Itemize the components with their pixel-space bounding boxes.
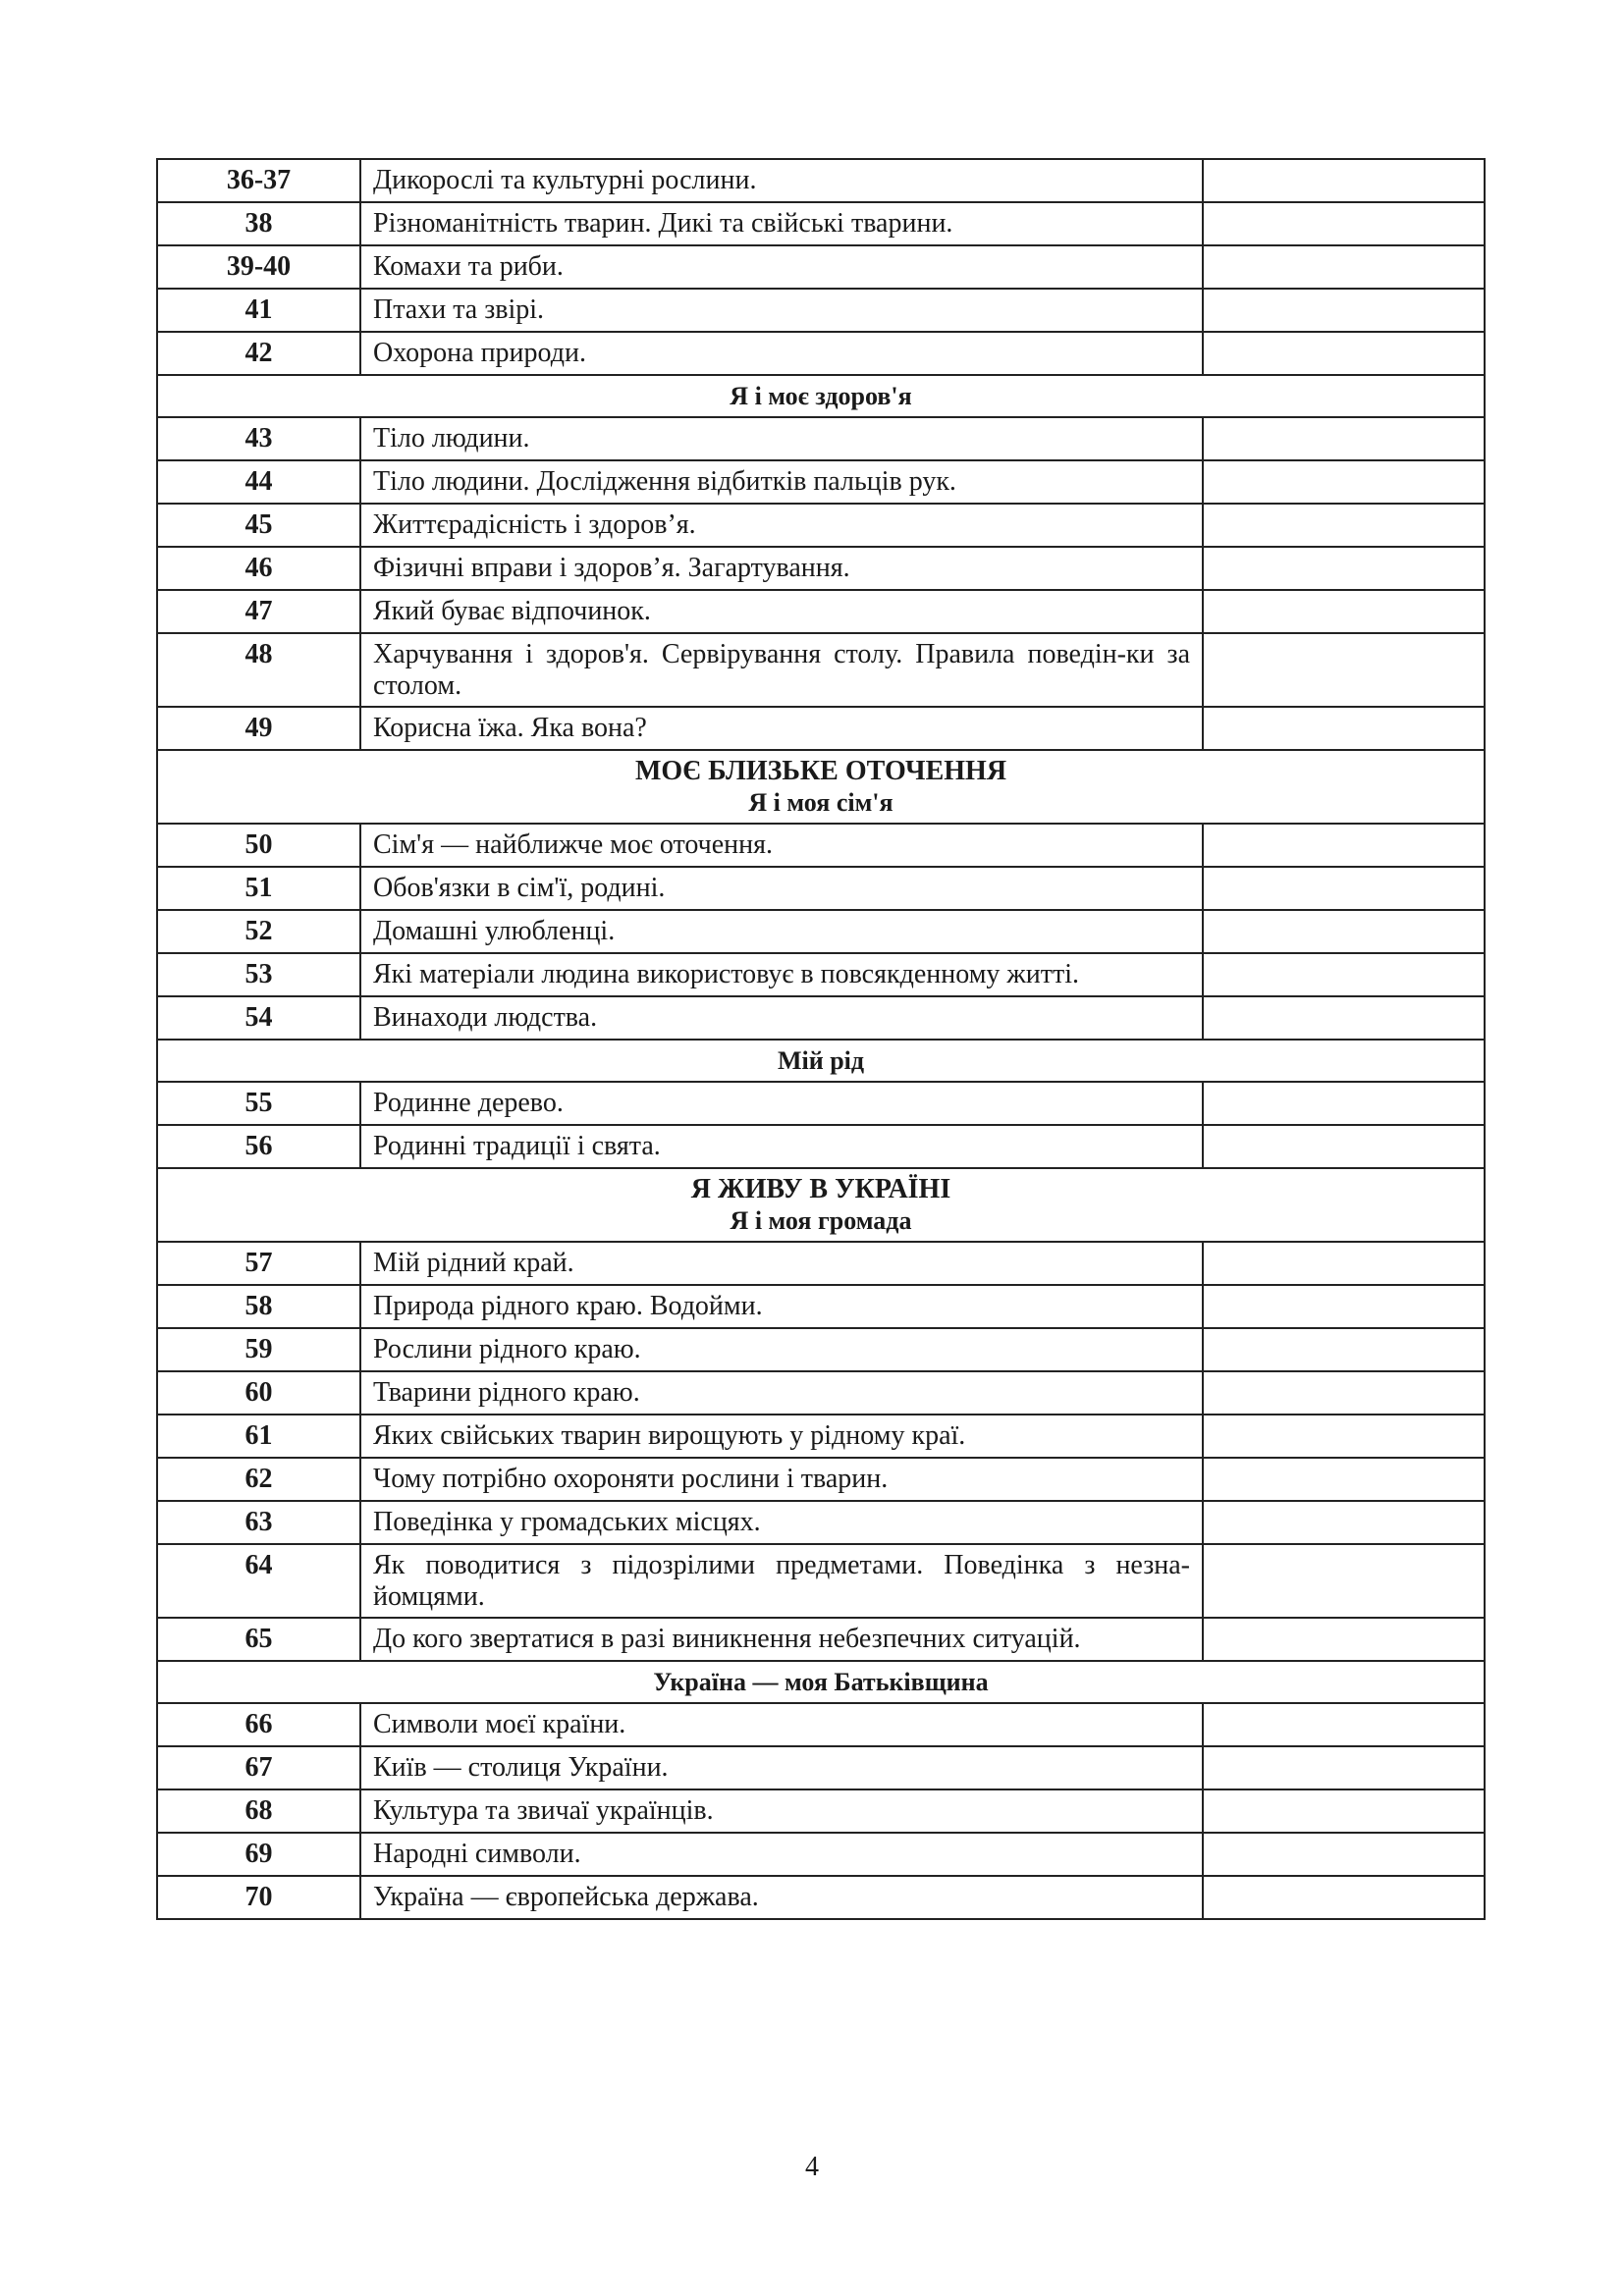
section-header-cell: [157, 1040, 1485, 1082]
lesson-row: [157, 547, 1485, 590]
lesson-number: 64: [157, 1544, 360, 1618]
lesson-number: 51: [157, 867, 360, 910]
lesson-number: 52: [157, 910, 360, 953]
section-header-row: [157, 1168, 1485, 1242]
lesson-note: [1203, 332, 1485, 375]
lesson-note: [1203, 953, 1485, 996]
lesson-topic: Корисна їжа. Яка вона?: [360, 707, 1203, 750]
lesson-number: 42: [157, 332, 360, 375]
lesson-plan-table-body: [157, 159, 1485, 1919]
lesson-topic: Комахи та риби.: [360, 245, 1203, 289]
lesson-row: [157, 1501, 1485, 1544]
lesson-note: [1203, 707, 1485, 750]
section-subtitle: Україна — моя Батьківщина: [653, 1668, 989, 1696]
lesson-row: [157, 867, 1485, 910]
lesson-topic: Природа рідного краю. Водойми.: [360, 1285, 1203, 1328]
lesson-note: [1203, 1501, 1485, 1544]
lesson-topic: Харчування і здоров'я. Сервірування столу. Правила поведін-ки за столом.: [360, 633, 1203, 707]
lesson-number: 67: [157, 1746, 360, 1789]
lesson-note: [1203, 159, 1485, 202]
lesson-row: [157, 504, 1485, 547]
lesson-topic: Чому потрібно охороняти рослини і тварин.: [360, 1458, 1203, 1501]
section-header-cell: [157, 750, 1485, 824]
lesson-row: [157, 707, 1485, 750]
lesson-number: 45: [157, 504, 360, 547]
lesson-number: 38: [157, 202, 360, 245]
lesson-number: 49: [157, 707, 360, 750]
lesson-number: 53: [157, 953, 360, 996]
lesson-number: 58: [157, 1285, 360, 1328]
lesson-topic: Які матеріали людина використовує в повсякденному житті.: [360, 953, 1203, 996]
lesson-number: 44: [157, 460, 360, 504]
lesson-row: [157, 1833, 1485, 1876]
lesson-note: [1203, 245, 1485, 289]
section-header-row: [157, 375, 1485, 417]
lesson-row: [157, 824, 1485, 867]
section-header-cell: [157, 1661, 1485, 1703]
lesson-row: [157, 1789, 1485, 1833]
lesson-note: [1203, 1789, 1485, 1833]
lesson-topic: Як поводитися з підозрілими предметами. Поведінка з незна-йомцями.: [360, 1544, 1203, 1618]
lesson-topic: Який буває відпочинок.: [360, 590, 1203, 633]
lesson-note: [1203, 1458, 1485, 1501]
lesson-note: [1203, 289, 1485, 332]
lesson-note: [1203, 1703, 1485, 1746]
lesson-row: [157, 159, 1485, 202]
lesson-topic: Охорона природи.: [360, 332, 1203, 375]
lesson-topic: Рослини рідного краю.: [360, 1328, 1203, 1371]
section-header-row: [157, 1040, 1485, 1082]
lesson-topic: Родинні традиції і свята.: [360, 1125, 1203, 1168]
lesson-number: 50: [157, 824, 360, 867]
lesson-topic: Обов'язки в сім'ї, родині.: [360, 867, 1203, 910]
lesson-number: 48: [157, 633, 360, 707]
lesson-number: 56: [157, 1125, 360, 1168]
lesson-note: [1203, 1082, 1485, 1125]
lesson-row: [157, 245, 1485, 289]
page-number: 4: [805, 2152, 819, 2182]
lesson-number: 43: [157, 417, 360, 460]
lesson-row: [157, 460, 1485, 504]
lesson-topic: Київ — столиця України.: [360, 1746, 1203, 1789]
lesson-row: [157, 1876, 1485, 1919]
lesson-note: [1203, 504, 1485, 547]
lesson-row: [157, 633, 1485, 707]
section-title: МОЄ БЛИЗЬКЕ ОТОЧЕННЯ: [634, 756, 1007, 786]
lesson-note: [1203, 1833, 1485, 1876]
lesson-row: [157, 1703, 1485, 1746]
lesson-note: [1203, 1242, 1485, 1285]
lesson-note: [1203, 633, 1485, 707]
lesson-plan-table: [156, 158, 1486, 1920]
lesson-topic: Тіло людини. Дослідження відбитків пальців рук.: [360, 460, 1203, 504]
lesson-topic: До кого звертатися в разі виникнення небезпечних ситуацій.: [360, 1618, 1203, 1661]
lesson-row: [157, 1618, 1485, 1661]
lesson-topic: Сім'я — найближче моє оточення.: [360, 824, 1203, 867]
lesson-row: [157, 417, 1485, 460]
lesson-note: [1203, 417, 1485, 460]
lesson-topic: Символи моєї країни.: [360, 1703, 1203, 1746]
lesson-topic: Народні символи.: [360, 1833, 1203, 1876]
lesson-topic: Яких свійських тварин вирощують у рідному краї.: [360, 1415, 1203, 1458]
section-subtitle: Я і моє здоров'я: [730, 382, 912, 410]
section-header-row: [157, 1661, 1485, 1703]
lesson-topic: Україна — європейська держава.: [360, 1876, 1203, 1919]
section-subtitle: Я і моя сім'я: [748, 788, 893, 817]
lesson-row: [157, 1415, 1485, 1458]
lesson-topic: Дикорослі та культурні рослини.: [360, 159, 1203, 202]
section-header-row: [157, 750, 1485, 824]
lesson-note: [1203, 1746, 1485, 1789]
lesson-row: [157, 1746, 1485, 1789]
lesson-note: [1203, 1125, 1485, 1168]
lesson-number: 61: [157, 1415, 360, 1458]
lesson-number: 54: [157, 996, 360, 1040]
lesson-number: 68: [157, 1789, 360, 1833]
lesson-topic: Птахи та звірі.: [360, 289, 1203, 332]
lesson-row: [157, 996, 1485, 1040]
lesson-topic: Тіло людини.: [360, 417, 1203, 460]
lesson-row: [157, 1458, 1485, 1501]
lesson-number: 62: [157, 1458, 360, 1501]
lesson-note: [1203, 202, 1485, 245]
lesson-topic: Тварини рідного краю.: [360, 1371, 1203, 1415]
lesson-row: [157, 1544, 1485, 1618]
lesson-topic: Культура та звичаї українців.: [360, 1789, 1203, 1833]
lesson-note: [1203, 1415, 1485, 1458]
lesson-number: 59: [157, 1328, 360, 1371]
lesson-number: 36-37: [157, 159, 360, 202]
lesson-topic: Фізичні вправи і здоров’я. Загартування.: [360, 547, 1203, 590]
section-subtitle: Я і моя громада: [730, 1206, 912, 1235]
lesson-topic: Життєрадісність і здоров’я.: [360, 504, 1203, 547]
section-title: Я ЖИВУ В УКРАЇНІ: [690, 1174, 951, 1204]
lesson-topic: Родинне дерево.: [360, 1082, 1203, 1125]
lesson-note: [1203, 1328, 1485, 1371]
lesson-number: 46: [157, 547, 360, 590]
lesson-row: [157, 1371, 1485, 1415]
section-header-cell: [157, 1168, 1485, 1242]
lesson-row: [157, 1082, 1485, 1125]
lesson-note: [1203, 460, 1485, 504]
lesson-row: [157, 1285, 1485, 1328]
lesson-number: 41: [157, 289, 360, 332]
lesson-note: [1203, 547, 1485, 590]
lesson-row: [157, 332, 1485, 375]
lesson-topic: Винаходи людства.: [360, 996, 1203, 1040]
lesson-topic: Мій рідний край.: [360, 1242, 1203, 1285]
lesson-note: [1203, 1618, 1485, 1661]
lesson-note: [1203, 996, 1485, 1040]
lesson-number: 39-40: [157, 245, 360, 289]
lesson-note: [1203, 910, 1485, 953]
lesson-number: 69: [157, 1833, 360, 1876]
lesson-row: [157, 202, 1485, 245]
lesson-row: [157, 590, 1485, 633]
lesson-row: [157, 910, 1485, 953]
lesson-note: [1203, 1544, 1485, 1618]
lesson-topic: Домашні улюбленці.: [360, 910, 1203, 953]
section-subtitle: Мій рід: [777, 1046, 865, 1075]
lesson-number: 66: [157, 1703, 360, 1746]
lesson-number: 65: [157, 1618, 360, 1661]
lesson-number: 60: [157, 1371, 360, 1415]
lesson-row: [157, 1328, 1485, 1371]
lesson-note: [1203, 1285, 1485, 1328]
lesson-number: 57: [157, 1242, 360, 1285]
lesson-number: 70: [157, 1876, 360, 1919]
lesson-row: [157, 1125, 1485, 1168]
lesson-number: 55: [157, 1082, 360, 1125]
lesson-note: [1203, 824, 1485, 867]
lesson-row: [157, 289, 1485, 332]
lesson-note: [1203, 1876, 1485, 1919]
section-header-cell: [157, 375, 1485, 417]
lesson-note: [1203, 867, 1485, 910]
lesson-note: [1203, 590, 1485, 633]
lesson-row: [157, 1242, 1485, 1285]
lesson-topic: Різноманітність тварин. Дикі та свійські тварини.: [360, 202, 1203, 245]
lesson-row: [157, 953, 1485, 996]
lesson-note: [1203, 1371, 1485, 1415]
lesson-number: 63: [157, 1501, 360, 1544]
lesson-number: 47: [157, 590, 360, 633]
lesson-topic: Поведінка у громадських місцях.: [360, 1501, 1203, 1544]
